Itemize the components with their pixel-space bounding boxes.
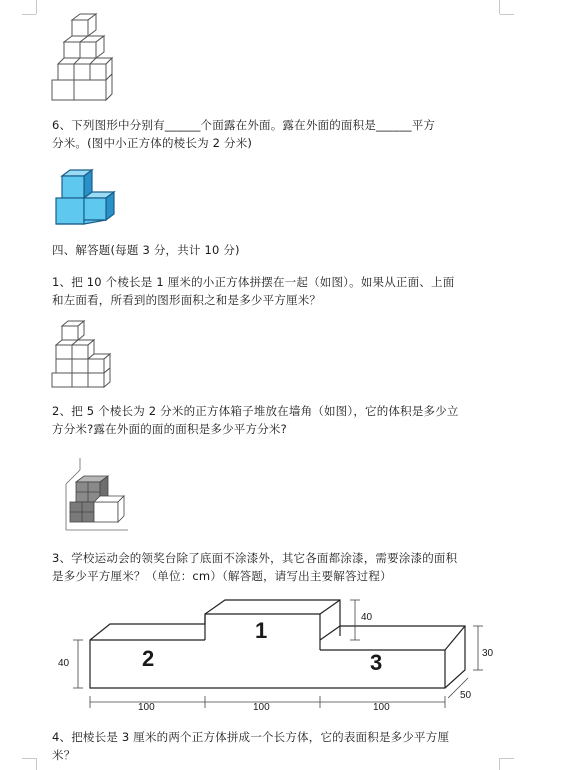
- figure-ten-cubes: [50, 318, 130, 390]
- podium-label-1: 1: [255, 618, 268, 643]
- p3-line1: 3、学校运动会的领奖台除了底面不涂漆外，其它各面都涂漆，需要涂漆的面积: [52, 551, 458, 565]
- p3-line2: 是多少平方厘米？（单位：cm）（解答题，请写出主要解答过程）: [52, 569, 392, 583]
- figure-blue-cubes: [52, 168, 122, 230]
- p4-line2: 米？: [52, 748, 76, 762]
- podium-label-3: 3: [370, 650, 383, 675]
- q6-line2: 分米。(图中小正方体的棱长为 2 分米): [52, 136, 253, 150]
- crop-mark-top-right-h: [500, 14, 514, 15]
- dim-right-30: 30: [482, 648, 494, 659]
- q6-line1: 6、下列图形中分别有______个面露在外面。露在外面的面积是______平方: [52, 118, 436, 132]
- p1-line1: 1、把 10 个棱长是 1 厘米的小正方体拼摆在一起（如图）。如果从正面、上面: [52, 275, 455, 289]
- dim-left-40: 40: [58, 658, 70, 669]
- p4-line1: 4、把棱长是 3 厘米的两个正方体拼成一个长方体，它的表面积是多少平方厘: [52, 730, 450, 744]
- section-4-heading: 四、解答题(每题 3 分，共计 10 分): [52, 243, 240, 257]
- crop-mark-bottom-right-h: [500, 758, 514, 759]
- crop-mark-top-left: [36, 0, 37, 14]
- podium-label-2: 2: [142, 646, 155, 671]
- dim-bottom-100-b: 100: [253, 702, 270, 713]
- dim-bottom-100-c: 100: [373, 702, 390, 713]
- crop-mark-top-left-h: [22, 14, 36, 15]
- dim-top-40: 40: [361, 612, 373, 623]
- figure-corner-boxes: [58, 456, 138, 536]
- figure-stacked-cubes-top: [50, 12, 130, 104]
- crop-mark-top-right: [499, 0, 500, 14]
- p1-line2: 和左面看，所看到的图形面积之和是多少平方厘米？: [52, 293, 322, 307]
- dim-bottom-100-a: 100: [138, 702, 155, 713]
- figure-podium: [50, 598, 500, 716]
- crop-mark-bottom-left: [36, 758, 37, 770]
- p2-line1: 2、把 5 个棱长为 2 分米的正方体箱子堆放在墙角（如图），它的体积是多少立: [52, 404, 459, 418]
- dim-depth-50: 50: [460, 690, 472, 701]
- crop-mark-bottom-left-h: [22, 758, 36, 759]
- p2-line2: 方分米?露在外面的面的面积是多少平方分米?: [52, 422, 287, 436]
